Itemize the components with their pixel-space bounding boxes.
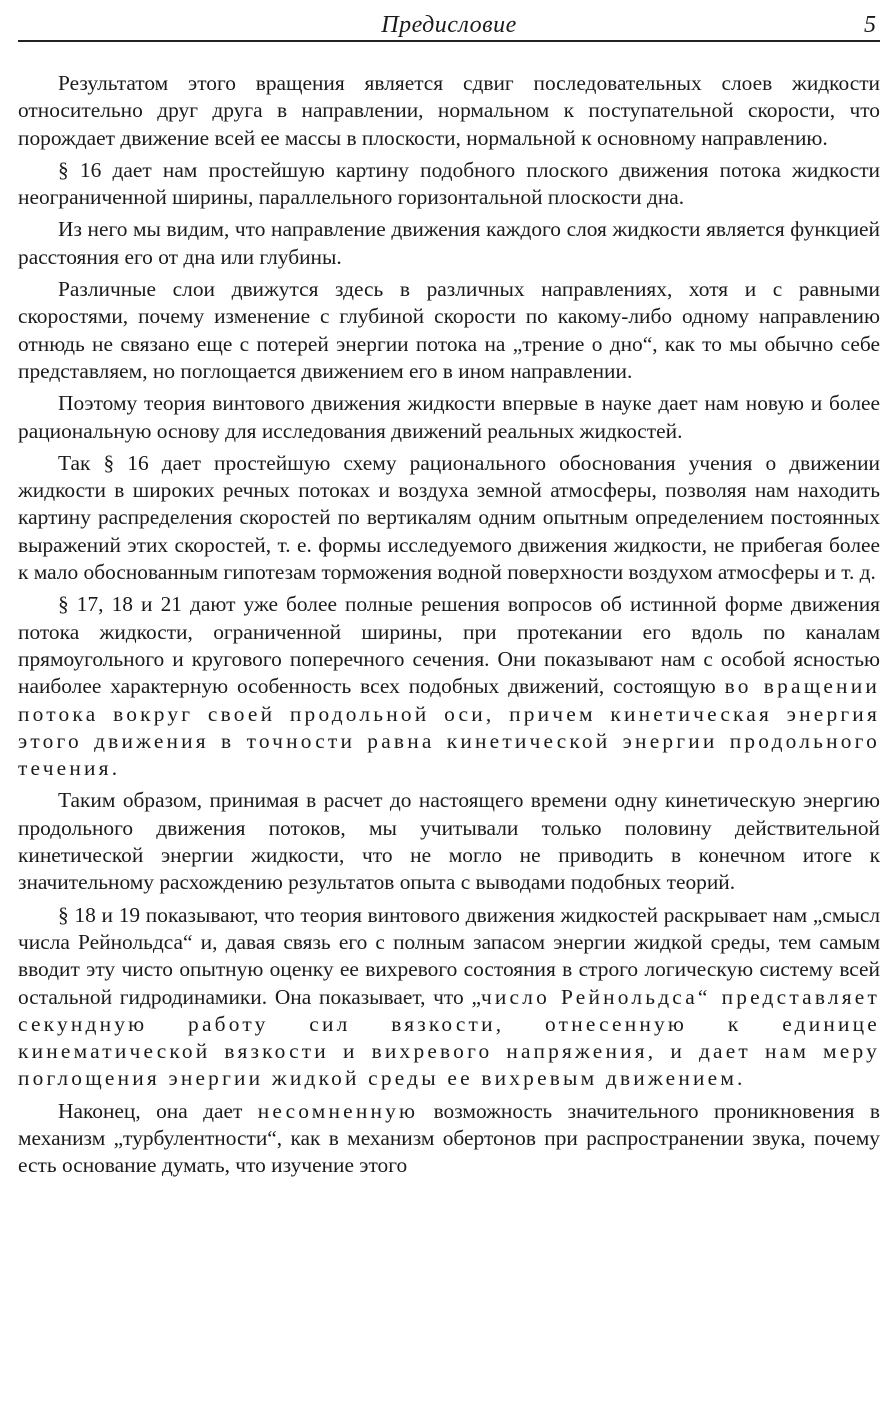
paragraph-9-spaced-emphasis: число Рейнольдса“ представляет секундную работу сил вязкости, отнесенную к единице кинематической вязкости и вихревого напряжения, и дает нам меру поглощения энергии жидкой среды ее вихревым движением. [18, 984, 880, 1091]
running-header [18, 6, 880, 42]
paragraph-9 [18, 902, 880, 1093]
page-number: 5 [864, 12, 876, 38]
paragraph-10-text: Наконец, она дает [58, 1098, 258, 1123]
paragraph-10-tail: возможность значительного проникновения в механизм „турбулентности“, как в механизм обертонов при распространении звука, почему есть основание думать, что изучение этого [18, 1098, 880, 1178]
paragraph-10-spaced-emphasis: несомненную [257, 1098, 419, 1123]
paragraph-4: Различные слои движутся здесь в различных направлениях, хотя и с равными скоростями, почему изменение с глубиной скорости по какому-либо одному направлению отнюдь не связано еще с потерей энергии потока на „трение о дно“, как то мы обычно себе представляем, но поглощается движением его в ином направлении. [18, 277, 880, 383]
body-text [18, 70, 880, 1185]
running-title: Предисловие [381, 12, 517, 38]
paragraph-7-spaced-emphasis: во вращении потока вокруг своей продольной оси, причем кинетическая энергия этого движения в точности равна кинетической энергии продольного течения. [18, 674, 880, 781]
paragraph-7-text: § 17, 18 и 21 дают уже более полные решения вопросов об истинной форме движения потока жидкости, ограниченной ширины, при протекании его вдоль по каналам прямоугольного и кругового поперечного сечения. Они показывают нам с особой ясностью наиболее характерную особенность всех подобных движений, состоящую [18, 592, 880, 699]
paragraph-8: Таким образом, принимая в расчет до настоящего времени одну кинетическую энергию продольного движения потоков, мы учитывали только половину действительной кинетической энергии жидкости, что не могло не приводить в конечном итоге к значительному расхождению результатов опыта с выводами подобных теорий. [18, 788, 880, 895]
paragraph-5: Поэтому теория винтового движения жидкости впервые в науке дает нам новую и более рациональную основу для исследования движений реальных жидкостей. [18, 391, 880, 443]
paragraph-10 [18, 1098, 880, 1180]
paragraph-1: Результатом этого вращения является сдвиг последовательных слоев жидкости относительно друг друга в направлении, нормальном к поступательной скорости, что порождает движение всей ее массы в плоскости, нормальной к основному направлению. [18, 71, 880, 150]
paragraph-9-text: § 18 и 19 показывают, что теория винтового движения жидкостей раскрывает нам „смысл числа Рейнольдса“ и, давая связь его с полным запасом энергии жидкой среды, тем самым вводит эту чисто опытную оценку ее вихревого состояния в строго логическую систему всей остальной гидродинамики. Она показывает, что „ [18, 902, 880, 1009]
paragraph-7 [18, 591, 880, 782]
paragraph-6: Так § 16 дает простейшую схему рационального обоснования учения о движении жидкости в широких речных потоках и воздуха земной атмосферы, позволяя нам находить картину распределения скоростей по вертикалям одним опытным определением постоянных выражений этих скоростей, т. е. формы исследуемого движения жидкости, не прибегая более к мало обоснованным гипотезам торможения водной поверхности воздухом атмосферы и т. д. [18, 450, 880, 585]
paragraph-3: Из него мы видим, что направление движения каждого слоя жидкости является функцией расстояния его от дна или глубины. [18, 217, 880, 269]
paragraph-2: § 16 дает нам простейшую картину подобного плоского движения потока жидкости неограниченной ширины, параллельного горизонтальной плоскости дна. [18, 157, 880, 210]
